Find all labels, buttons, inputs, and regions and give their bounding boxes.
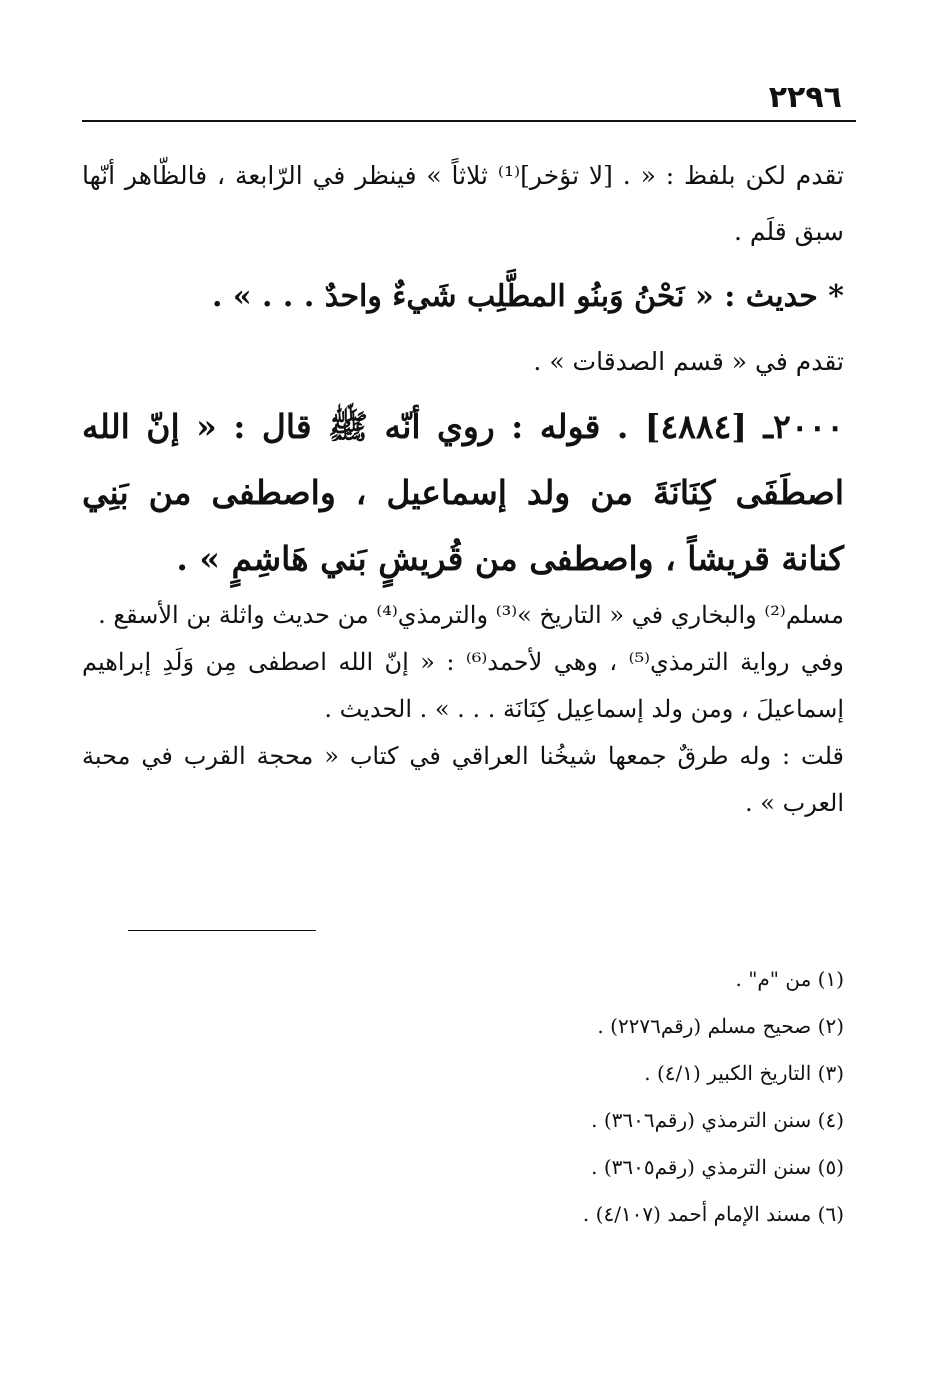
paragraph-note: تقدم لكن بلفظ : « . [لا تؤخر]⁽¹⁾ ثلاثاً » فينظر في الرّابعة ، فالظّاهر أنّها سبق قلَم . (82, 161, 844, 246)
paragraph-cross-reference: تقدم في « قسم الصدقات » . (533, 347, 844, 376)
footnote: (٣) التاريخ الكبير (٤/١) . (644, 1061, 844, 1085)
paragraph-riwaya: وفي رواية الترمذي⁽⁵⁾ ، وهي لأحمد⁽⁶⁾ : « إنّ الله اصطفى مِن وَلَدِ إبراهيم إسماعيلَ ، ومن ولد إسماعِيل كِنَانَة . . . » . الحديث . (82, 648, 844, 723)
footnote: (٢) صحيح مسلم (رقم٢٢٧٦) . (597, 1014, 844, 1038)
paragraph-sources: مسلم⁽²⁾ والبخاري في « التاريخ »⁽³⁾ والترمذي⁽⁴⁾ من حديث واثلة بن الأسقع . (98, 601, 844, 629)
footnote: (٦) مسند الإمام أحمد (٤/١٠٧) . (582, 1202, 844, 1226)
footnote: (٤) سنن الترمذي (رقم٣٦٠٦) . (591, 1108, 844, 1132)
main-text (82, 148, 844, 827)
hadith-heading: * حديث : « نَحْنُ وَبنُو المطَّلِب شَيءٌ واحدٌ . . . » . (211, 279, 844, 314)
hadith-entry-2000: ٢٠٠٠ـ [٤٨٨٤] . قوله : روي أنّه ﷺ قال : « إنّ الله اصطَفَى كِنَانَةَ من ولد إسماعيل ، واصطفى من بَنِي كنانة قريشاً ، واصطفى من قُريشٍ بَني هَاشِمٍ » . (82, 407, 844, 578)
footnotes (300, 956, 844, 1238)
header-rule (82, 120, 856, 122)
page-number: ٢٢٩٦ (768, 80, 842, 115)
footnote: (٥) سنن الترمذي (رقم٣٦٠٥) . (591, 1155, 844, 1179)
footnote: (١) من "م" . (735, 967, 844, 991)
paragraph-comment: قلت : وله طرقٌ جمعها شيخُنا العراقي في كتاب « محجة القرب في محبة العرب » . (82, 742, 844, 817)
footnote-divider (128, 930, 316, 931)
